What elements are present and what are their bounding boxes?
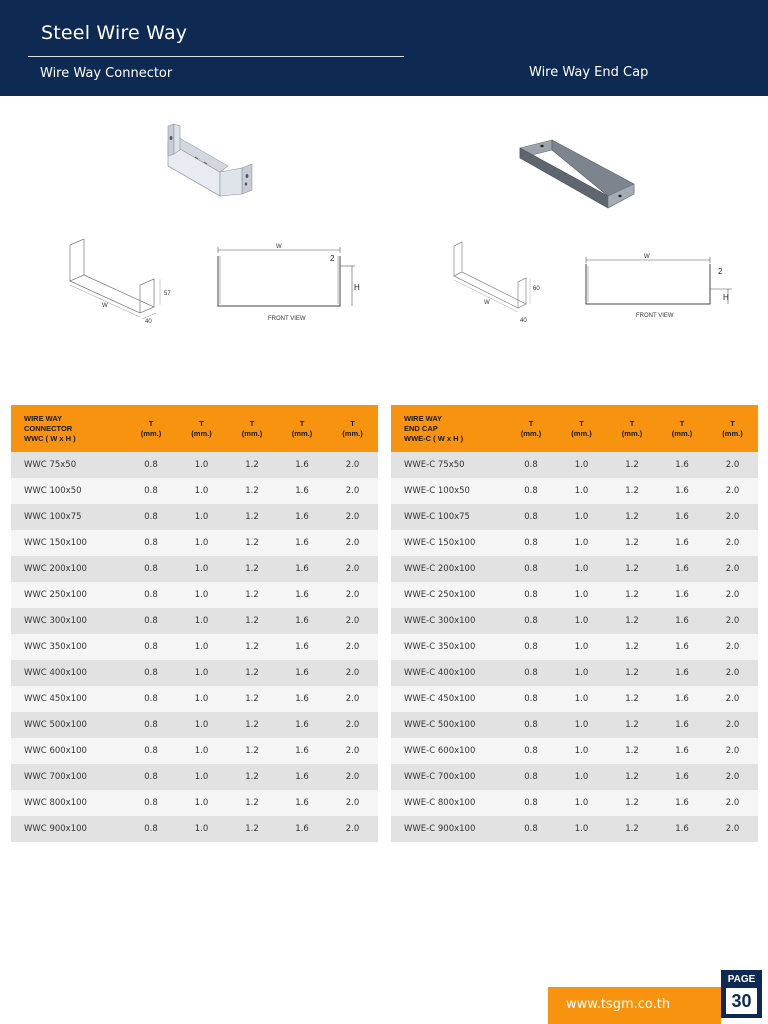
table-row: [391, 660, 758, 686]
thickness-cell: 0.8: [126, 764, 176, 790]
model-cell: WWC 500x100: [11, 712, 126, 738]
thickness-cell: 1.2: [227, 634, 277, 660]
table-row: [11, 504, 378, 530]
thickness-cell: 2.0: [327, 478, 378, 504]
thickness-cell: 1.2: [227, 660, 277, 686]
table-row: [391, 530, 758, 556]
thickness-cell: 1.0: [176, 686, 227, 712]
thickness-cell: 1.0: [556, 608, 607, 634]
thickness-cell: 1.2: [607, 712, 657, 738]
end-cap-table-body: [391, 452, 758, 842]
model-cell: WWE-C 200x100: [391, 556, 506, 582]
table-row: [391, 764, 758, 790]
thickness-cell: 2.0: [707, 582, 758, 608]
model-cell: WWE-C 150x100: [391, 530, 506, 556]
page-label: PAGE: [727, 974, 756, 985]
thickness-cell: 1.6: [277, 452, 327, 478]
model-cell: WWC 800x100: [11, 790, 126, 816]
thickness-cell: 2.0: [327, 712, 378, 738]
thickness-cell: 1.2: [607, 686, 657, 712]
table-row: [11, 660, 378, 686]
thickness-cell: 1.6: [277, 816, 327, 842]
thickness-cell: 2.0: [327, 686, 378, 712]
thickness-cell: 2.0: [707, 504, 758, 530]
model-column-header: WIRE WAY END CAP WWE-C ( W x H ): [391, 405, 506, 452]
thickness-cell: 2.0: [327, 764, 378, 790]
thickness-cell: 1.0: [556, 504, 607, 530]
thickness-cell: 1.2: [227, 504, 277, 530]
thickness-cell: 1.2: [607, 478, 657, 504]
thickness-cell: 1.2: [607, 660, 657, 686]
model-cell: WWC 150x100: [11, 530, 126, 556]
thickness-cell: 1.2: [607, 452, 657, 478]
thickness-cell: 2.0: [707, 686, 758, 712]
thickness-cell: 0.8: [506, 582, 556, 608]
table-row: [11, 452, 378, 478]
thickness-cell: 2.0: [327, 452, 378, 478]
table-row: [391, 738, 758, 764]
thickness-cell: 2.0: [707, 608, 758, 634]
thickness-cell: 2.0: [327, 634, 378, 660]
table-row: [391, 686, 758, 712]
end-cap-front-h-label: H: [723, 293, 729, 302]
thickness-cell: 1.6: [657, 738, 707, 764]
model-cell: WWC 450x100: [11, 686, 126, 712]
table-row: [391, 504, 758, 530]
thickness-cell: 1.6: [657, 790, 707, 816]
model-cell: WWC 700x100: [11, 764, 126, 790]
connector-front-w-label: W: [276, 244, 282, 250]
thickness-cell: 1.0: [176, 712, 227, 738]
table-row: [391, 790, 758, 816]
thickness-cell: 2.0: [327, 530, 378, 556]
thickness-cell: 2.0: [327, 608, 378, 634]
thickness-cell: 1.2: [607, 764, 657, 790]
model-cell: WWC 250x100: [11, 582, 126, 608]
thickness-cell: 1.2: [607, 790, 657, 816]
thickness-cell: 1.0: [176, 738, 227, 764]
table-row: [11, 478, 378, 504]
thickness-cell: 1.0: [556, 530, 607, 556]
table-header-row: [11, 405, 378, 452]
thickness-cell: 1.6: [277, 660, 327, 686]
end-cap-iso-w-label: W: [484, 300, 490, 306]
thickness-cell: 0.8: [126, 530, 176, 556]
model-cell: WWE-C 800x100: [391, 790, 506, 816]
thickness-cell: 1.2: [227, 764, 277, 790]
thickness-cell: 1.0: [556, 478, 607, 504]
model-cell: WWC 400x100: [11, 660, 126, 686]
thickness-cell: 0.8: [506, 764, 556, 790]
thickness-cell: 1.6: [277, 790, 327, 816]
table-row: [11, 530, 378, 556]
thickness-cell: 0.8: [126, 504, 176, 530]
thickness-cell: 0.8: [506, 738, 556, 764]
thickness-cell: 1.2: [607, 738, 657, 764]
thickness-cell: 2.0: [707, 452, 758, 478]
thickness-cell: 1.2: [227, 530, 277, 556]
thickness-cell: 2.0: [707, 738, 758, 764]
thickness-cell: 2.0: [327, 556, 378, 582]
thickness-cell: 1.6: [277, 712, 327, 738]
thickness-cell: 1.0: [176, 452, 227, 478]
thickness-cell: 1.6: [657, 634, 707, 660]
connector-iso-w-label: W: [102, 303, 108, 309]
thickness-column-header: T (mm.): [707, 405, 758, 452]
table-row: [391, 582, 758, 608]
model-cell: WWE-C 350x100: [391, 634, 506, 660]
thickness-cell: 0.8: [506, 504, 556, 530]
thickness-cell: 0.8: [126, 712, 176, 738]
thickness-cell: 1.0: [556, 582, 607, 608]
thickness-cell: 0.8: [126, 816, 176, 842]
table-row: [391, 634, 758, 660]
thickness-cell: 1.0: [556, 686, 607, 712]
end-cap-spec-table: [391, 405, 758, 842]
end-cap-3d-render: [512, 136, 642, 212]
thickness-column-header: T (mm.): [657, 405, 707, 452]
thickness-cell: 2.0: [707, 816, 758, 842]
model-cell: WWC 600x100: [11, 738, 126, 764]
model-cell: WWE-C 600x100: [391, 738, 506, 764]
thickness-cell: 2.0: [707, 712, 758, 738]
thickness-cell: 0.8: [506, 790, 556, 816]
thickness-cell: 1.0: [556, 452, 607, 478]
thickness-cell: 1.2: [607, 816, 657, 842]
thickness-column-header: T (mm.): [227, 405, 277, 452]
thickness-cell: 2.0: [327, 790, 378, 816]
thickness-cell: 1.6: [657, 686, 707, 712]
website-link[interactable]: www.tsgm.co.th: [566, 997, 671, 1012]
thickness-cell: 0.8: [506, 530, 556, 556]
thickness-cell: 0.8: [126, 582, 176, 608]
thickness-cell: 1.2: [227, 790, 277, 816]
thickness-cell: 0.8: [506, 478, 556, 504]
table-row: [11, 790, 378, 816]
thickness-cell: 1.2: [607, 530, 657, 556]
thickness-cell: 1.6: [277, 738, 327, 764]
thickness-cell: 2.0: [327, 504, 378, 530]
model-cell: WWE-C 450x100: [391, 686, 506, 712]
connector-table-body: [11, 452, 378, 842]
thickness-column-header: T (mm.): [556, 405, 607, 452]
table-row: [11, 764, 378, 790]
table-row: [391, 478, 758, 504]
end-cap-front-view-caption: FRONT VIEW: [636, 313, 674, 319]
connector-iso-40-label: 40: [145, 319, 152, 325]
thickness-cell: 1.6: [657, 504, 707, 530]
thickness-cell: 0.8: [506, 556, 556, 582]
thickness-cell: 0.8: [506, 660, 556, 686]
table-row: [391, 816, 758, 842]
model-cell: WWC 300x100: [11, 608, 126, 634]
model-cell: WWE-C 900x100: [391, 816, 506, 842]
thickness-cell: 1.6: [657, 608, 707, 634]
model-cell: WWE-C 300x100: [391, 608, 506, 634]
model-cell: WWC 75x50: [11, 452, 126, 478]
table-row: [11, 634, 378, 660]
model-cell: WWC 900x100: [11, 816, 126, 842]
thickness-column-header: T (mm.): [607, 405, 657, 452]
table-row: [11, 556, 378, 582]
thickness-cell: 1.0: [556, 556, 607, 582]
thickness-cell: 1.0: [556, 634, 607, 660]
thickness-cell: 0.8: [126, 478, 176, 504]
table-row: [11, 686, 378, 712]
thickness-cell: 1.6: [657, 478, 707, 504]
thickness-cell: 1.6: [657, 712, 707, 738]
table-row: [11, 816, 378, 842]
thickness-cell: 1.6: [277, 764, 327, 790]
page-number: 30: [731, 991, 752, 1011]
model-cell: WWE-C 250x100: [391, 582, 506, 608]
thickness-column-header: T (mm.): [126, 405, 176, 452]
thickness-cell: 0.8: [126, 790, 176, 816]
page-number-box: [721, 970, 762, 1018]
thickness-cell: 1.6: [657, 452, 707, 478]
table-row: [11, 608, 378, 634]
table-row: [11, 582, 378, 608]
page-header: [0, 0, 768, 96]
connector-3d-render: [160, 120, 265, 200]
thickness-cell: 1.6: [277, 478, 327, 504]
thickness-column-header: T (mm.): [506, 405, 556, 452]
thickness-cell: 1.0: [556, 712, 607, 738]
thickness-cell: 0.8: [506, 608, 556, 634]
thickness-cell: 2.0: [707, 660, 758, 686]
thickness-cell: 1.2: [227, 556, 277, 582]
model-cell: WWE-C 100x75: [391, 504, 506, 530]
thickness-cell: 1.6: [277, 556, 327, 582]
thickness-cell: 1.0: [176, 790, 227, 816]
end-cap-iso-40-label: 40: [520, 318, 527, 324]
end-cap-front-view: [578, 252, 738, 324]
thickness-cell: 0.8: [506, 634, 556, 660]
thickness-cell: 2.0: [707, 478, 758, 504]
thickness-cell: 1.2: [607, 608, 657, 634]
thickness-cell: 1.2: [227, 712, 277, 738]
thickness-cell: 1.0: [176, 504, 227, 530]
thickness-cell: 0.8: [126, 686, 176, 712]
table-row: [11, 712, 378, 738]
thickness-cell: 1.2: [227, 816, 277, 842]
end-cap-section-title: Wire Way End Cap: [529, 65, 649, 80]
model-cell: WWE-C 75x50: [391, 452, 506, 478]
thickness-cell: 1.0: [176, 556, 227, 582]
thickness-cell: 1.0: [556, 738, 607, 764]
thickness-cell: 1.0: [176, 582, 227, 608]
thickness-cell: 1.2: [227, 608, 277, 634]
thickness-cell: 1.2: [607, 634, 657, 660]
model-cell: WWC 100x75: [11, 504, 126, 530]
thickness-cell: 0.8: [126, 452, 176, 478]
thickness-column-header: T (mm.): [277, 405, 327, 452]
thickness-cell: 1.2: [607, 582, 657, 608]
end-cap-iso-60-label: 60: [533, 286, 540, 292]
header-divider: [28, 56, 404, 57]
thickness-cell: 2.0: [327, 582, 378, 608]
thickness-cell: 1.0: [176, 660, 227, 686]
thickness-cell: 1.0: [176, 816, 227, 842]
model-cell: WWC 200x100: [11, 556, 126, 582]
thickness-cell: 1.2: [607, 504, 657, 530]
thickness-cell: 1.0: [556, 764, 607, 790]
thickness-cell: 1.6: [657, 660, 707, 686]
thickness-cell: 1.2: [227, 686, 277, 712]
table-row: [391, 452, 758, 478]
thickness-cell: 1.0: [176, 478, 227, 504]
model-cell: WWC 100x50: [11, 478, 126, 504]
connector-section-title: Wire Way Connector: [40, 66, 173, 81]
thickness-cell: 2.0: [327, 660, 378, 686]
thickness-cell: 1.6: [277, 530, 327, 556]
page-title: Steel Wire Way: [41, 22, 188, 44]
model-column-header: WIRE WAY CONNECTOR WWC ( W x H ): [11, 405, 126, 452]
table-row: [11, 738, 378, 764]
thickness-cell: 1.6: [277, 634, 327, 660]
thickness-cell: 1.0: [176, 764, 227, 790]
connector-iso-57-label: 57: [164, 291, 171, 297]
footer-bar: [548, 987, 721, 1024]
thickness-cell: 2.0: [707, 530, 758, 556]
thickness-cell: 1.2: [227, 582, 277, 608]
thickness-cell: 1.6: [657, 556, 707, 582]
end-cap-isometric-drawing: [448, 238, 548, 328]
end-cap-front-thickness-label: 2: [718, 267, 723, 276]
thickness-cell: 2.0: [327, 816, 378, 842]
thickness-cell: 1.0: [176, 634, 227, 660]
thickness-cell: 0.8: [126, 634, 176, 660]
table-row: [391, 608, 758, 634]
model-cell: WWE-C 100x50: [391, 478, 506, 504]
connector-spec-table: [11, 405, 378, 842]
thickness-cell: 1.0: [556, 660, 607, 686]
connector-front-view: [210, 242, 370, 324]
thickness-cell: 1.2: [227, 478, 277, 504]
thickness-cell: 1.0: [556, 816, 607, 842]
thickness-cell: 0.8: [506, 712, 556, 738]
thickness-cell: 2.0: [707, 764, 758, 790]
model-cell: WWE-C 700x100: [391, 764, 506, 790]
thickness-cell: 1.0: [556, 790, 607, 816]
model-cell: WWC 350x100: [11, 634, 126, 660]
thickness-cell: 1.0: [176, 530, 227, 556]
thickness-cell: 2.0: [707, 556, 758, 582]
thickness-cell: 1.0: [176, 608, 227, 634]
thickness-cell: 2.0: [707, 634, 758, 660]
thickness-cell: 2.0: [327, 738, 378, 764]
thickness-cell: 1.6: [277, 608, 327, 634]
page-number-panel: [726, 988, 757, 1014]
thickness-cell: 0.8: [126, 660, 176, 686]
thickness-cell: 1.6: [277, 686, 327, 712]
end-cap-front-w-label: W: [644, 254, 650, 260]
thickness-cell: 1.6: [657, 582, 707, 608]
thickness-cell: 1.2: [607, 556, 657, 582]
thickness-column-header: T (mm.): [327, 405, 378, 452]
thickness-cell: 1.6: [657, 530, 707, 556]
thickness-cell: 2.0: [707, 790, 758, 816]
thickness-cell: 0.8: [126, 738, 176, 764]
thickness-cell: 0.8: [506, 816, 556, 842]
connector-front-view-caption: FRONT VIEW: [268, 316, 306, 322]
thickness-cell: 1.6: [657, 816, 707, 842]
thickness-cell: 1.6: [277, 504, 327, 530]
model-cell: WWE-C 400x100: [391, 660, 506, 686]
table-row: [391, 556, 758, 582]
table-row: [391, 712, 758, 738]
thickness-cell: 0.8: [506, 452, 556, 478]
connector-isometric-drawing: [60, 233, 185, 325]
connector-front-thickness-label: 2: [330, 254, 335, 263]
table-header-row: [391, 405, 758, 452]
thickness-cell: 0.8: [506, 686, 556, 712]
connector-front-h-label: H: [354, 283, 360, 292]
thickness-column-header: T (mm.): [176, 405, 227, 452]
thickness-cell: 0.8: [126, 556, 176, 582]
thickness-cell: 1.6: [657, 764, 707, 790]
thickness-cell: 0.8: [126, 608, 176, 634]
model-cell: WWE-C 500x100: [391, 712, 506, 738]
thickness-cell: 1.2: [227, 738, 277, 764]
thickness-cell: 1.6: [277, 582, 327, 608]
thickness-cell: 1.2: [227, 452, 277, 478]
